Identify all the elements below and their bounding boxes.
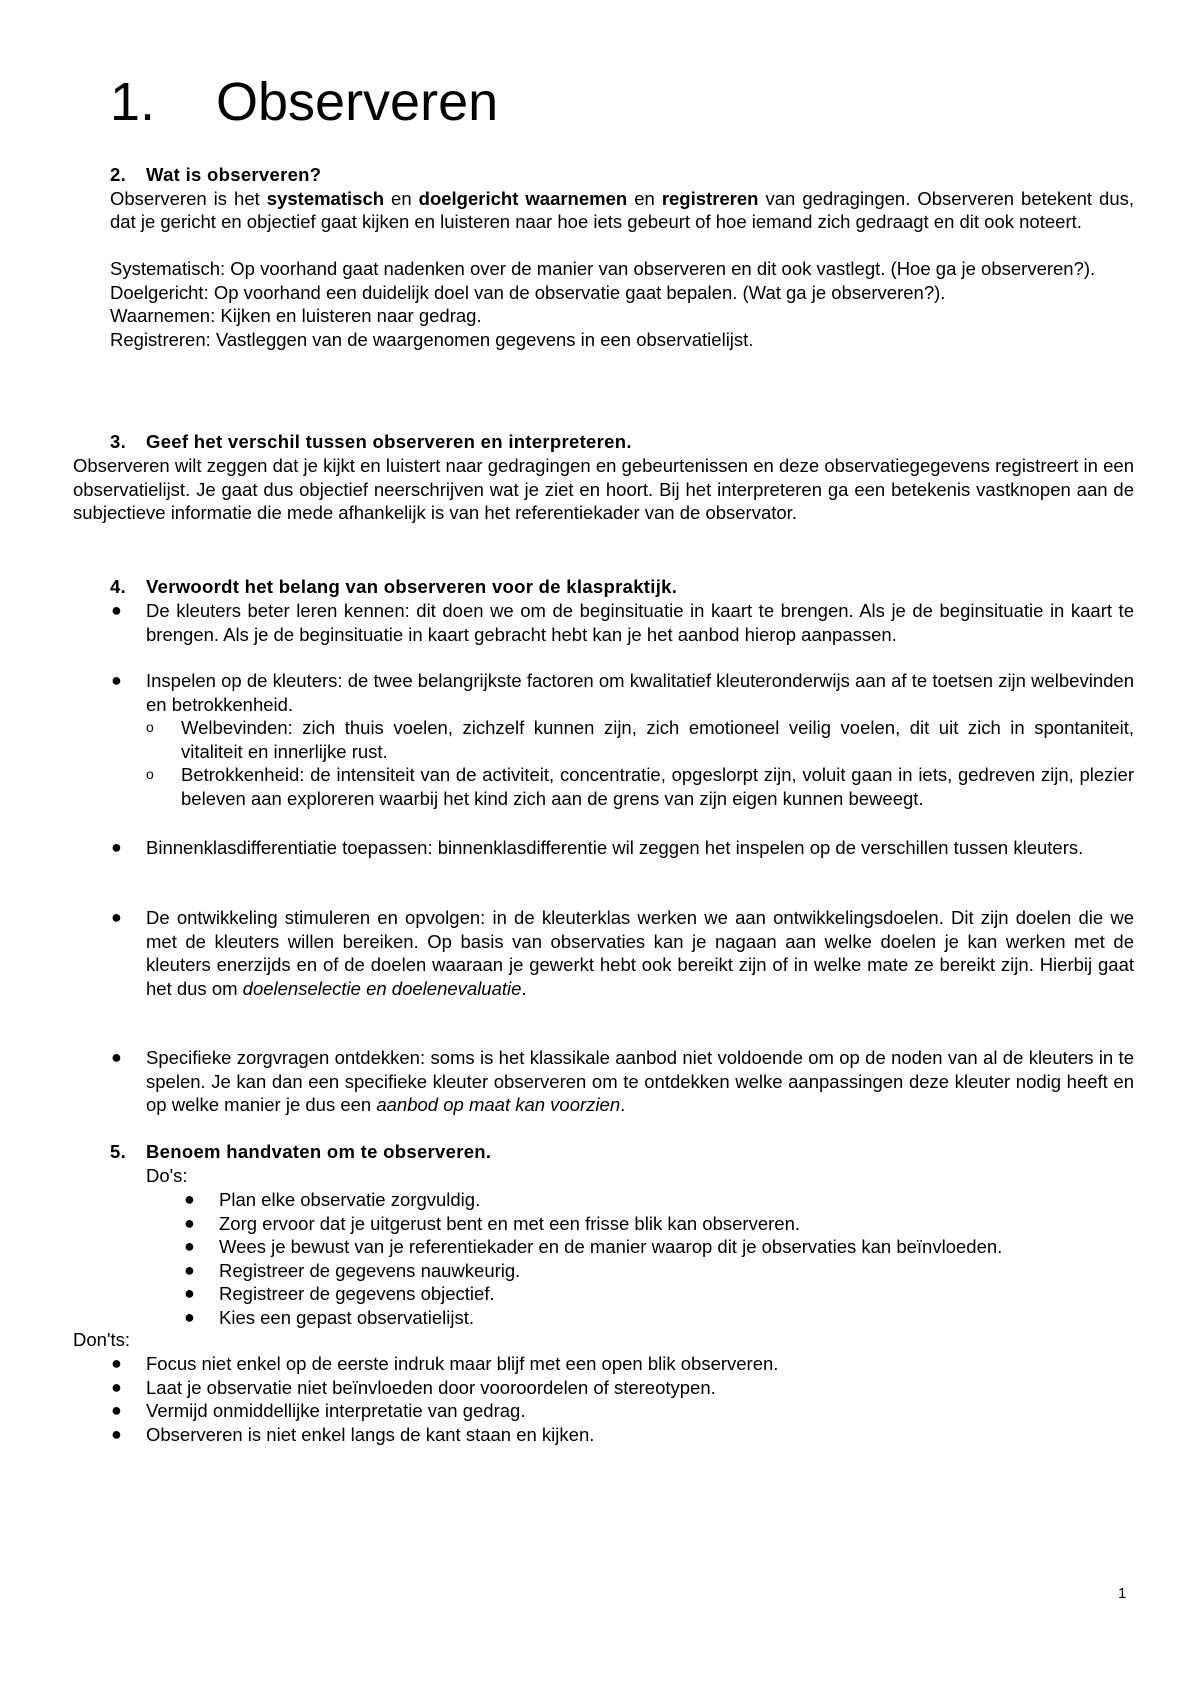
list-item-text: Betrokkenheid: de intensiteit van de activiteit, concentratie, opgeslorpt zijn, voluit gaan in iets, gedreven zijn, plezier beleven aan exploreren waarbij het kind zich aan de grens van zijn eigen kunnen beweegt. [181, 764, 1134, 809]
text-run: en [384, 187, 419, 209]
bullet-icon: ● [184, 1306, 195, 1327]
donts-label: Don'ts: [73, 1329, 130, 1350]
text-run: Observeren is het [110, 187, 267, 209]
list-item [111, 1046, 1134, 1117]
donts-list [111, 1352, 1134, 1446]
bullet-icon: ● [111, 1400, 122, 1420]
text-run: . [620, 1094, 626, 1115]
list-item-text: Wees je bewust van je referentiekader en de manier waarop dit je observaties kan beïnvloeden. [219, 1236, 1003, 1257]
list-item-text: Specifieke zorgvragen ontdekken: soms is het klassikale aanbod niet voldoende om op de noden van al de kleuters in te spelen. Je kan dan een specifieke kleuter observeren om te ontdekken welke aanpassingen deze kleuter nodig heeft en op welke manier je dus een [146, 1047, 1134, 1115]
section-5-heading [110, 1140, 1134, 1164]
list-item [111, 906, 1134, 1000]
section-2-heading [110, 163, 1134, 187]
text-run: . [521, 977, 527, 999]
list-item-text: Registreer de gegevens objectief. [219, 1283, 495, 1304]
definition-registreren: Registreren: Vastleggen van de waargenomen gegevens in een observatielijst. [110, 328, 754, 350]
importance-list [111, 906, 1134, 1000]
list-item [184, 1212, 1134, 1236]
section-5-title: Benoem handvaten om te observeren. [146, 1141, 492, 1162]
circle-bullet-icon: o [146, 766, 154, 782]
list-item-text: Observeren is niet enkel langs de kant staan en kijken. [146, 1423, 595, 1445]
section-3-number: 3. [110, 431, 127, 452]
bullet-icon: ● [111, 1376, 122, 1397]
list-item [184, 1235, 1134, 1259]
list-item-text: Welbevinden: zich thuis voelen, zichzelf kunnen zijn, zich emotioneel veilig voelen, dit uit zich in spontaniteit, vitaliteit en innerlijke rust. [181, 717, 1134, 762]
bullet-icon: ● [184, 1283, 195, 1303]
bullet-icon: ● [184, 1189, 195, 1209]
list-item-text: Laat je observatie niet beïnvloeden door vooroordelen of stereotypen. [146, 1376, 716, 1398]
definition-systematisch: Systematisch: Op voorhand gaat nadenken over de manier van observeren en dit ook vastlegt. (Hoe ga je observeren?). [110, 258, 1096, 279]
definition-paragraph [110, 187, 1134, 234]
bold-term: doelgericht waarnemen [418, 187, 628, 209]
list-item [111, 1423, 1134, 1447]
section-5-number: 5. [110, 1141, 127, 1162]
section-3-heading [110, 430, 1134, 454]
sub-list-item [146, 763, 1134, 810]
dos-label: Do's: [146, 1165, 188, 1186]
list-item-text: Plan elke observatie zorgvuldig. [219, 1189, 481, 1210]
list-item-text: Focus niet enkel op de eerste indruk maar blijf met een open blik observeren. [146, 1353, 779, 1374]
bullet-icon: ● [184, 1259, 195, 1280]
list-item [184, 1306, 1134, 1330]
list-item-text: Kies een gepast observatielijst. [219, 1306, 475, 1328]
list-item [111, 599, 1134, 646]
bullet-icon: ● [111, 1423, 122, 1444]
bullet-icon: ● [111, 1353, 122, 1373]
list-item-text: Inspelen op de kleuters: de twee belangrijkste factoren om kwalitatief kleuteronderwijs aan af te toetsen zijn welbevinden en betrokkenheid. [146, 670, 1134, 715]
list-item-text: Zorg ervoor dat je uitgerust bent en met een frisse blik kan observeren. [219, 1212, 800, 1234]
list-item [111, 1376, 1134, 1400]
bullet-icon: ● [184, 1212, 195, 1233]
list-item-text: Registreer de gegevens nauwkeurig. [219, 1259, 521, 1281]
text-run: en [627, 187, 662, 209]
sub-list [146, 716, 1134, 810]
list-item [111, 836, 1134, 860]
bullet-icon: ● [111, 600, 122, 620]
bullet-icon: ● [111, 837, 122, 857]
list-item-text: Vermijd onmiddellijke interpretatie van gedrag. [146, 1400, 526, 1421]
bullet-icon: ● [111, 907, 122, 927]
definition-waarnemen: Waarnemen: Kijken en luisteren naar gedrag. [110, 305, 482, 326]
bold-term: registreren [661, 187, 759, 209]
text-run: van gedragingen. Observeren betekent dus, dat je gericht en objectief gaat kijken en luisteren naar hoe iets gebeurt of hoe iemand zich gedraagt en dit ook noteert. [110, 187, 1135, 232]
title-text: Observeren [216, 72, 499, 132]
section-4-number: 4. [110, 576, 127, 597]
section-3-paragraph: Observeren wilt zeggen dat je kijkt en luistert naar gedragingen en gebeurtenissen en deze observatiegegevens registreert in een observatielijst. Je gaat dus objectief neerschrijven wat je ziet en hoort. Bij het interpreteren ga een betekenis vastknopen aan de subjectieve informatie die mede afhankelijk is van het referentiekader van de observator. [73, 455, 1134, 523]
list-item-text: De ontwikkeling stimuleren en opvolgen: in de kleuterklas werken we aan ontwikkelingsdoelen. Dit zijn doelen die we met de kleuters willen bereiken. Op basis van observaties kan je nagaan aan welke doelen je kan werken met de kleuters enerzijds en of de doelen waaraan je gewerkt hebt ook bereikt zijn of in welke mate ze bereikt zijn. Hierbij gaat het dus om [146, 907, 1134, 999]
list-item [184, 1188, 1134, 1212]
sub-list-item [146, 716, 1134, 763]
title-number: 1. [110, 72, 156, 132]
italic-term: doelenselectie en doelenevaluatie [242, 977, 522, 999]
page-number: 1 [1118, 1585, 1127, 1602]
section-2-title: Wat is observeren? [146, 164, 322, 185]
bullet-icon: ● [184, 1236, 195, 1256]
section-2 [110, 163, 1134, 351]
bullet-icon: ● [111, 1047, 122, 1067]
importance-list [111, 1046, 1134, 1117]
list-item-text: Binnenklasdifferentiatie toepassen: binnenklasdifferentie wil zeggen het inspelen op de verschillen tussen kleuters. [146, 837, 1084, 858]
importance-list [111, 836, 1134, 860]
section-2-number: 2. [110, 164, 127, 185]
importance-list [111, 669, 1134, 716]
list-item-text: De kleuters beter leren kennen: dit doen we om de beginsituatie in kaart te brengen. Als je de beginsituatie in kaart te brengen. Als je de beginsituatie in kaart gebracht hebt kan je het aanbod hierop aanpassen. [146, 600, 1134, 645]
bold-term: systematisch [266, 187, 385, 209]
italic-term: aanbod op maat kan voorzien [376, 1094, 621, 1115]
importance-list [111, 599, 1134, 646]
list-item [184, 1282, 1134, 1306]
bullet-icon: ● [111, 670, 122, 690]
list-item [111, 1399, 1134, 1423]
dos-list [184, 1188, 1134, 1329]
list-item [184, 1259, 1134, 1283]
list-item [111, 669, 1134, 716]
definition-doelgericht: Doelgericht: Op voorhand een duidelijk doel van de observatie gaat bepalen. (Wat ga je observeren?). [110, 281, 946, 303]
circle-bullet-icon: o [146, 719, 154, 735]
document-title [110, 72, 498, 132]
section-4-heading [110, 575, 1134, 599]
section-4-title: Verwoordt het belang van observeren voor de klaspraktijk. [146, 576, 678, 597]
list-item [111, 1352, 1134, 1376]
section-3-title: Geef het verschil tussen observeren en interpreteren. [146, 431, 632, 452]
